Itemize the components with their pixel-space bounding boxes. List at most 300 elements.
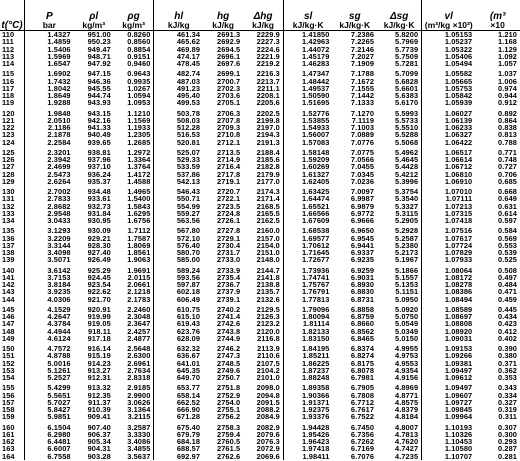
value-cell: 1.1210	[114, 110, 154, 117]
value-cell: 5.8200	[377, 31, 422, 39]
value-cell: 905.34	[87, 437, 111, 446]
temperature-cell: 157	[0, 399, 25, 406]
temperature-cell: 125	[0, 149, 25, 156]
value-cell: 0.412	[498, 326, 517, 336]
value-cell: 1.85211	[302, 351, 330, 361]
value-cell: 2.5648	[114, 345, 154, 352]
value-cell: 0.445	[498, 304, 517, 314]
value-cell: 576.40	[176, 240, 201, 250]
value-cell: 0.390	[498, 344, 517, 353]
value-cell: 2.5473	[47, 169, 71, 179]
value-cell: 7.0775	[350, 147, 375, 157]
value-cell: 2.4877	[114, 335, 154, 342]
temperature-cell: 132	[0, 203, 25, 210]
temperature-cell: 121	[0, 117, 25, 124]
value-cell: 1.07213	[444, 201, 473, 211]
value-cell: 1.57083	[302, 137, 330, 147]
value-cell: 2211.1	[243, 85, 283, 92]
column-unit: kJ/kg	[212, 20, 234, 30]
value-cell: 1.06712	[444, 162, 473, 172]
value-cell: 933.61	[87, 194, 111, 204]
column-symbol: sg	[348, 11, 361, 22]
value-cell: 469.89	[176, 44, 201, 54]
value-cell: 3.0626	[114, 399, 154, 406]
value-cell: 2743.8	[216, 326, 241, 336]
value-cell: 5.1151	[377, 288, 422, 295]
value-cell: 2177.0	[243, 178, 283, 185]
value-cell: 0.319	[498, 405, 517, 414]
value-cell: 0.9151	[114, 53, 154, 60]
value-cell: 2229.9	[243, 31, 283, 39]
value-cell: 2746.2	[216, 344, 241, 353]
value-cell: 563.56	[176, 216, 201, 225]
value-cell: 912.35	[87, 390, 111, 400]
column-unit: kg/m³	[82, 20, 106, 30]
temperature-cell: 151	[0, 352, 25, 359]
temperature-cell: 140	[0, 267, 25, 274]
value-cell: 653.77	[176, 383, 201, 393]
temperature-cell: 154	[0, 374, 25, 381]
value-cell: 0.484	[498, 280, 517, 289]
value-cell: 0.727	[498, 162, 517, 172]
value-cell: 2.1218	[114, 288, 154, 295]
value-cell: 2761.5	[216, 444, 241, 454]
value-cell: 1.08278	[444, 280, 473, 289]
value-cell: 3.4098	[47, 248, 71, 257]
value-cell: 919.99	[87, 312, 111, 321]
value-cell: 5.4962	[377, 149, 422, 156]
column-symbol: hl	[174, 11, 184, 22]
value-cell: 2692.9	[216, 37, 241, 47]
value-cell: 1.97418	[302, 444, 330, 454]
value-cell: 951.00	[87, 30, 111, 39]
value-cell: 0.788	[498, 137, 517, 147]
value-cell: 2135.7	[243, 288, 283, 295]
value-cell: 636.67	[176, 351, 201, 361]
value-cell: 1.08386	[444, 287, 473, 297]
value-cell: 2702.3	[216, 83, 241, 93]
value-cell: 2.6961	[114, 360, 154, 367]
value-cell: 7.0097	[350, 187, 375, 196]
value-cell: 1.06614	[444, 155, 473, 164]
value-cell: 1.10580	[444, 444, 473, 454]
temperature-cell: 117	[0, 85, 25, 92]
value-cell: 2703.6	[216, 91, 241, 100]
value-cell: 2709.3	[216, 123, 241, 132]
value-cell: 2712.1	[216, 137, 241, 147]
column-header	[114, 0, 154, 31]
temperature-cell: 142	[0, 281, 25, 288]
value-cell: 6.8274	[350, 351, 375, 361]
value-cell: 2084.9	[243, 413, 283, 420]
value-cell: 943.15	[87, 108, 111, 118]
value-cell: 6.8830	[350, 287, 375, 297]
temperature-cell: 127	[0, 163, 25, 170]
value-cell: 1.06027	[444, 108, 473, 118]
temperature-cell: 138	[0, 249, 25, 256]
value-cell: 6.7981	[350, 373, 375, 382]
value-cell: 6.9772	[350, 208, 375, 218]
value-cell: 5.9851	[47, 412, 71, 422]
table-row	[0, 335, 520, 342]
value-cell: 1.9848	[47, 108, 71, 118]
value-cell: 945.55	[87, 83, 111, 93]
value-cell: 2.2460	[114, 306, 154, 313]
value-cell: 0.974	[498, 83, 517, 93]
value-cell: 550.71	[176, 194, 201, 204]
value-cell: 2752.9	[216, 390, 241, 400]
value-cell: 3.1293	[47, 226, 71, 236]
value-cell: 6.8930	[350, 280, 375, 289]
value-cell: 0.327	[498, 397, 517, 407]
temperature-cell: 124	[0, 139, 25, 146]
value-cell: 1.46283	[302, 59, 330, 68]
value-cell: 580.70	[176, 248, 201, 257]
value-cell: 2727.8	[216, 226, 241, 236]
value-cell: 4.9156	[377, 374, 422, 381]
value-cell: 4.7813	[377, 431, 422, 438]
value-cell: 0.706	[498, 169, 517, 179]
value-cell: 0.353	[498, 373, 517, 382]
value-cell: 1.5843	[114, 203, 154, 210]
temperature-cell: 122	[0, 124, 25, 131]
value-cell: 3.2115	[114, 413, 154, 420]
value-cell: 6.7076	[350, 451, 375, 461]
value-cell: 5.6170	[377, 99, 422, 106]
value-cell: 1.05582	[444, 69, 473, 79]
value-cell: 2707.8	[216, 115, 241, 125]
value-cell: 922.62	[87, 287, 111, 297]
value-cell: 1.50590	[302, 91, 330, 100]
value-cell: 1.09727	[444, 397, 473, 407]
value-cell: 1.06810	[444, 169, 473, 179]
temperature-cell: 147	[0, 320, 25, 327]
value-cell: 1.6756	[114, 217, 154, 224]
value-cell: 1.54933	[302, 123, 330, 132]
column-symbol: P	[46, 11, 53, 22]
value-cell: 1.7112	[114, 227, 154, 234]
value-cell: 5.3754	[377, 188, 422, 195]
value-cell: 1.006	[498, 76, 517, 86]
column-symbol: Δhg	[253, 11, 273, 22]
value-cell: 4.8575	[377, 399, 422, 406]
value-cell: 1.9691	[114, 267, 154, 274]
value-cell: 2098.0	[243, 384, 283, 391]
value-cell: 5.7739	[377, 46, 422, 53]
value-cell: 666.90	[176, 405, 201, 414]
value-cell: 6.8465	[350, 333, 375, 343]
column-unit: ×10	[490, 20, 505, 30]
value-cell: 0.864	[498, 115, 517, 125]
value-cell: 7.2146	[350, 44, 375, 54]
temperature-cell: 148	[0, 328, 25, 335]
column-unit: kJ/kg·K	[292, 20, 324, 30]
value-cell: 1.2305	[114, 131, 154, 138]
value-cell: 5.7099	[377, 70, 422, 77]
value-cell: 5.5993	[377, 110, 422, 117]
value-cell: 2120.0	[243, 328, 283, 335]
value-cell: 7.2386	[350, 30, 375, 39]
value-cell: 5.8427	[47, 405, 71, 414]
column-symbol: ρg	[127, 11, 140, 22]
value-cell: 1.8561	[114, 249, 154, 256]
value-cell: 7.1119	[351, 115, 375, 125]
value-cell: 2216.3	[243, 70, 283, 77]
value-cell: 2174.3	[243, 188, 283, 195]
value-cell: 1.76791	[302, 287, 330, 297]
value-cell: 478.45	[176, 59, 201, 68]
value-cell: 1.53855	[302, 115, 330, 125]
temperature-cell: 113	[0, 53, 25, 60]
value-cell: 919.05	[87, 319, 111, 329]
value-cell: 2091.5	[243, 399, 283, 406]
value-cell: 2208.1	[243, 92, 283, 99]
value-cell: 7.1672	[350, 76, 375, 86]
column-unit: kJ/kg·K	[339, 20, 371, 30]
value-cell: 1.6295	[114, 210, 154, 217]
value-cell: 2733.9	[216, 265, 241, 275]
value-cell: 6.6007	[47, 444, 71, 454]
value-cell: 2758.3	[216, 422, 241, 432]
value-cell: 2079.6	[243, 431, 283, 438]
value-cell: 4.1529	[47, 304, 71, 314]
value-cell: 4.8771	[377, 392, 422, 399]
value-cell: 1.3764	[114, 163, 154, 170]
value-cell: 2221.9	[243, 53, 283, 60]
value-cell: 5.0950	[377, 296, 422, 303]
value-cell: 916.14	[87, 344, 111, 353]
temperature-cell: 119	[0, 99, 25, 106]
value-cell: 934.48	[87, 187, 111, 196]
value-cell: 1.05842	[444, 91, 473, 100]
value-cell: 1.09964	[444, 412, 473, 422]
value-cell: 1.56007	[302, 130, 330, 140]
value-cell: 1.06139	[444, 115, 473, 125]
temperature-cell: 123	[0, 131, 25, 138]
value-cell: 909.41	[87, 412, 111, 422]
table-row	[0, 413, 520, 420]
value-cell: 1.66566	[302, 208, 330, 218]
value-cell: 5.4299	[47, 383, 71, 393]
value-cell: 610.75	[176, 304, 201, 314]
value-cell: 1.129	[498, 44, 517, 54]
value-cell: 4.8007	[377, 424, 422, 431]
value-cell: 2.8318	[114, 374, 154, 381]
value-cell: 6.9879	[350, 201, 375, 211]
value-cell: 1.0953	[114, 99, 154, 106]
value-cell: 2737.9	[216, 287, 241, 297]
value-cell: 2.6300	[114, 352, 154, 359]
temperature-cell: 143	[0, 288, 25, 295]
value-cell: 2165.5	[243, 210, 283, 217]
value-cell: 1.07933	[444, 255, 473, 265]
value-cell: 0.9935	[114, 78, 154, 85]
value-cell: 7.1270	[350, 108, 375, 118]
value-cell: 1.4859	[47, 37, 71, 47]
value-cell: 1.05322	[444, 44, 473, 54]
value-cell: 904.31	[87, 444, 111, 454]
value-cell: 1.4172	[114, 171, 154, 178]
column-header	[475, 0, 520, 31]
value-cell: 1.70612	[302, 240, 330, 250]
value-cell: 915.19	[87, 351, 111, 361]
temperature-cell: 120	[0, 110, 25, 117]
value-cell: 2.4699	[47, 162, 71, 172]
value-cell: 2750.7	[216, 373, 241, 382]
temperature-cell: 163	[0, 445, 25, 452]
value-cell: 1.07516	[444, 226, 473, 236]
value-cell: 4.8969	[377, 384, 422, 391]
value-cell: 2719.1	[216, 176, 241, 186]
value-cell: 6.7558	[47, 451, 71, 461]
value-cell: 1.68538	[302, 226, 330, 236]
value-cell: 2740.2	[216, 304, 241, 314]
value-cell: 0.668	[498, 187, 517, 196]
value-cell: 1.4588	[114, 178, 154, 185]
value-cell: 1.07010	[444, 187, 473, 196]
value-cell: 5.7027	[47, 397, 71, 407]
value-cell: 0.685	[498, 176, 517, 186]
value-cell: 533.59	[176, 162, 201, 172]
value-cell: 7.2265	[350, 37, 375, 47]
temperature-cell: 159	[0, 413, 25, 420]
value-cell: 2722.1	[216, 194, 241, 204]
temperature-cell: 135	[0, 227, 25, 234]
value-cell: 2188.4	[243, 149, 283, 156]
temperature-cell: 112	[0, 46, 25, 53]
value-cell: 6.7808	[350, 390, 375, 400]
value-cell: 5.0349	[377, 328, 422, 335]
value-cell: 3.4086	[114, 438, 154, 445]
value-cell: 928.30	[87, 240, 111, 250]
value-cell: 6.7450	[350, 422, 375, 432]
value-cell: 2751.8	[216, 383, 241, 393]
value-cell: 1.58148	[302, 147, 330, 157]
value-cell: 1.6547	[47, 59, 71, 68]
value-cell: 2141.8	[243, 274, 283, 281]
value-cell: 1.94428	[302, 422, 330, 432]
value-cell: 2197.0	[243, 124, 283, 131]
value-cell: 935.37	[87, 176, 111, 186]
value-cell: 3.0433	[47, 216, 71, 225]
value-cell: 0.508	[498, 265, 517, 275]
value-cell: 1.48442	[302, 76, 330, 86]
value-cell: 2069.6	[243, 453, 283, 460]
value-cell: 1.09381	[444, 358, 473, 368]
value-cell: 1.09497	[444, 365, 473, 375]
value-cell: 1.75767	[302, 280, 330, 289]
value-cell: 926.49	[87, 255, 111, 265]
temperature-cell: 158	[0, 406, 25, 413]
value-cell: 7.1442	[350, 91, 375, 100]
value-cell: 7.0889	[350, 130, 375, 140]
value-cell: 1.41850	[302, 30, 330, 39]
value-cell: 1.79096	[302, 304, 330, 314]
table-row	[0, 178, 520, 185]
value-cell: 688.57	[176, 444, 201, 454]
temperature-cell: 118	[0, 92, 25, 99]
temperature-cell: 111	[0, 38, 25, 45]
value-cell: 5.2928	[377, 227, 422, 234]
value-cell: 2171.4	[243, 195, 283, 202]
table-row	[0, 60, 520, 67]
value-cell: 2191.3	[243, 139, 283, 146]
temperature-cell: 139	[0, 256, 25, 263]
table-row	[0, 139, 520, 146]
value-cell: 615.10	[176, 312, 201, 321]
value-cell: 1.06422	[444, 137, 473, 147]
value-cell: 1.10453	[444, 437, 473, 446]
value-cell: 1.7587	[114, 235, 154, 242]
value-cell: 6.9337	[350, 248, 375, 257]
value-cell: 5.0016	[47, 358, 71, 368]
value-cell: 940.49	[87, 130, 111, 140]
value-cell: 1.61327	[302, 169, 330, 179]
value-cell: 1.0267	[114, 85, 154, 92]
value-cell: 939.65	[87, 137, 111, 147]
value-cell: 6.9666	[350, 216, 375, 225]
value-cell: 0.9643	[114, 70, 154, 77]
value-cell: 641.01	[176, 358, 201, 368]
value-cell: 7.1003	[350, 123, 375, 132]
value-cell: 1.83150	[302, 333, 330, 343]
value-cell: 948.71	[87, 51, 111, 61]
value-cell: 2082.9	[243, 424, 283, 431]
value-cell: 1.3364	[114, 156, 154, 163]
temperature-cell: 160	[0, 424, 25, 431]
value-cell: 1.45179	[302, 51, 330, 61]
value-cell: 1.9288	[47, 98, 71, 108]
temperature-cell: 137	[0, 242, 25, 249]
value-cell: 2205.6	[243, 99, 283, 106]
value-cell: 1.93376	[302, 412, 330, 422]
value-cell: 1.73936	[302, 265, 330, 275]
value-cell: 1.65521	[302, 201, 330, 211]
value-cell: 913.32	[87, 383, 111, 393]
value-cell: 3.5071	[47, 255, 71, 265]
value-cell: 5.1557	[377, 274, 422, 281]
column-header	[377, 0, 422, 31]
value-cell: 5.0920	[377, 306, 422, 313]
value-cell: 5.1967	[377, 256, 422, 263]
value-cell: 2756.2	[216, 412, 241, 422]
value-cell: 913.27	[87, 365, 111, 375]
value-cell: 1.6902	[47, 69, 71, 79]
value-cell: 2227.3	[243, 38, 283, 45]
value-cell: 1.8042	[47, 83, 71, 93]
column-header	[332, 0, 377, 31]
value-cell: 2088.2	[243, 406, 283, 413]
value-cell: 2.1878	[47, 130, 71, 140]
value-cell: 1.5969	[47, 51, 71, 61]
value-cell: 910.39	[87, 405, 111, 414]
value-cell: 920.91	[87, 304, 111, 314]
value-cell: 2717.8	[216, 169, 241, 179]
temperature-cell: 131	[0, 195, 25, 202]
value-cell: 2.7634	[114, 367, 154, 374]
value-cell: 925.29	[87, 265, 111, 275]
value-cell: 5.0750	[377, 313, 422, 320]
value-cell: 6.7262	[350, 437, 375, 446]
value-cell: 918.11	[88, 326, 111, 336]
value-cell: 658.14	[176, 390, 201, 400]
value-cell: 3.6142	[47, 265, 71, 275]
value-cell: 950.23	[87, 37, 111, 47]
value-cell: 930.09	[87, 226, 111, 236]
value-cell: 5.3115	[377, 210, 422, 217]
value-cell: 1.09845	[444, 405, 473, 414]
value-cell: 684.18	[176, 437, 201, 446]
